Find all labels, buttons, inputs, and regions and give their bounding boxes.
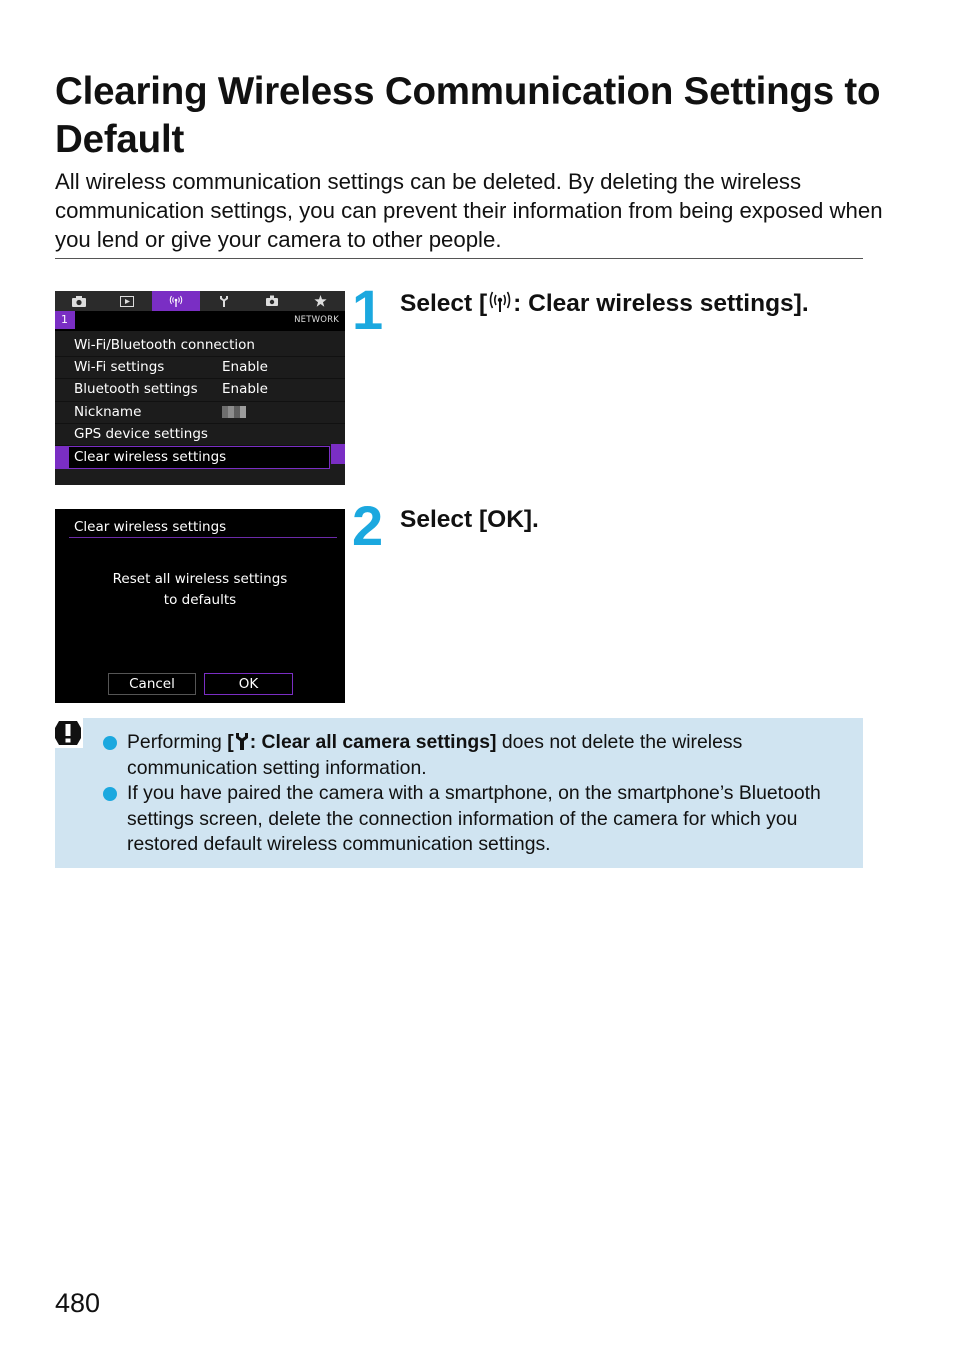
menu-item-label: Bluetooth settings	[74, 381, 198, 398]
camera-icon	[72, 296, 86, 307]
wrench-icon	[218, 295, 230, 307]
playback-icon	[120, 296, 134, 307]
menu-item-label: Wi-Fi/Bluetooth connection	[74, 337, 255, 353]
menu-item-value: Enable	[222, 359, 268, 376]
dialog-message-line2: to defaults	[163, 592, 237, 608]
dialog-divider	[69, 537, 337, 538]
menu-item-label: Nickname	[74, 403, 142, 420]
menu-item-value: Enable	[222, 381, 268, 398]
menu-item-nickname[interactable]	[55, 402, 345, 424]
intro-paragraph: All wireless communication settings can be deleted. By deleting the wireless communication settings, you can prevent their information from being exposed when you lend or give your camera to other people.	[55, 169, 883, 252]
caution-text: If you have paired the camera with a smartphone, on the smartphone’s Bluetooth settings screen, delete the connection information of the camera for which you restored default wireless communication settings.	[127, 782, 821, 856]
menu-item-label: Clear wireless settings	[74, 448, 227, 465]
cancel-button[interactable]: Cancel	[108, 673, 196, 695]
menu-item-label: GPS device settings	[74, 425, 208, 442]
tab-shooting[interactable]	[55, 291, 103, 311]
menu-item-gps-device-settings[interactable]	[55, 424, 345, 446]
page-indicator: 1	[55, 311, 75, 329]
tab-playback[interactable]	[103, 291, 151, 311]
caution-item-1	[127, 730, 857, 781]
caution-text: does not delete the wireless communication setting information.	[127, 731, 743, 779]
selection-bar	[331, 444, 345, 464]
menu-tabs	[55, 291, 345, 311]
caution-icon	[53, 718, 83, 748]
menu-item-label: Wi-Fi settings	[74, 359, 165, 376]
step-2-text: Select [OK].	[400, 506, 539, 533]
tab-wireless[interactable]	[152, 291, 200, 311]
clear-settings-dialog	[55, 509, 345, 703]
menu-list	[55, 335, 345, 469]
caution-bold	[227, 731, 496, 753]
custom-icon	[265, 295, 279, 307]
menu-item-clear-wireless-settings[interactable]	[55, 446, 330, 469]
caution-bold-text: : Clear all camera settings]	[249, 731, 497, 753]
bracket: [	[227, 731, 234, 753]
divider	[55, 258, 863, 259]
step-1-prefix: Select [	[400, 290, 488, 317]
menu-subbar	[55, 311, 345, 331]
menu-item-wifi-bluetooth-connection[interactable]	[55, 335, 345, 357]
menu-item-bluetooth-settings[interactable]	[55, 379, 345, 401]
step-1-text	[400, 289, 809, 319]
wrench-icon	[234, 732, 250, 750]
star-icon	[314, 295, 327, 307]
step-1-suffix: : Clear wireless settings].	[513, 290, 809, 317]
wireless-icon	[487, 291, 513, 313]
tab-mymenu[interactable]	[297, 291, 345, 311]
page-title: Clearing Wireless Communication Settings to Default	[55, 70, 881, 161]
caution-list	[127, 730, 857, 858]
dialog-message-line1: Reset all wireless settings	[112, 571, 288, 587]
tab-custom[interactable]	[248, 291, 296, 311]
wireless-icon	[168, 295, 184, 307]
menu-item-wifi-settings[interactable]	[55, 357, 345, 379]
step-number-1: 1	[352, 278, 382, 341]
tab-setup[interactable]	[200, 291, 248, 311]
page-number: 480	[55, 1288, 101, 1318]
ok-button[interactable]: OK	[204, 673, 293, 695]
camera-menu-screen	[55, 291, 345, 485]
section-label: NETWORK	[294, 315, 339, 325]
nickname-value-mosaic	[222, 406, 246, 418]
bullet-dot	[103, 736, 117, 750]
caution-note	[55, 718, 863, 868]
dialog-message	[55, 569, 345, 611]
caution-text: Performing	[127, 731, 228, 753]
bullet-dot	[103, 787, 117, 801]
dialog-title: Clear wireless settings	[74, 519, 227, 535]
step-number-2: 2	[352, 494, 382, 557]
caution-item-2	[127, 781, 857, 858]
